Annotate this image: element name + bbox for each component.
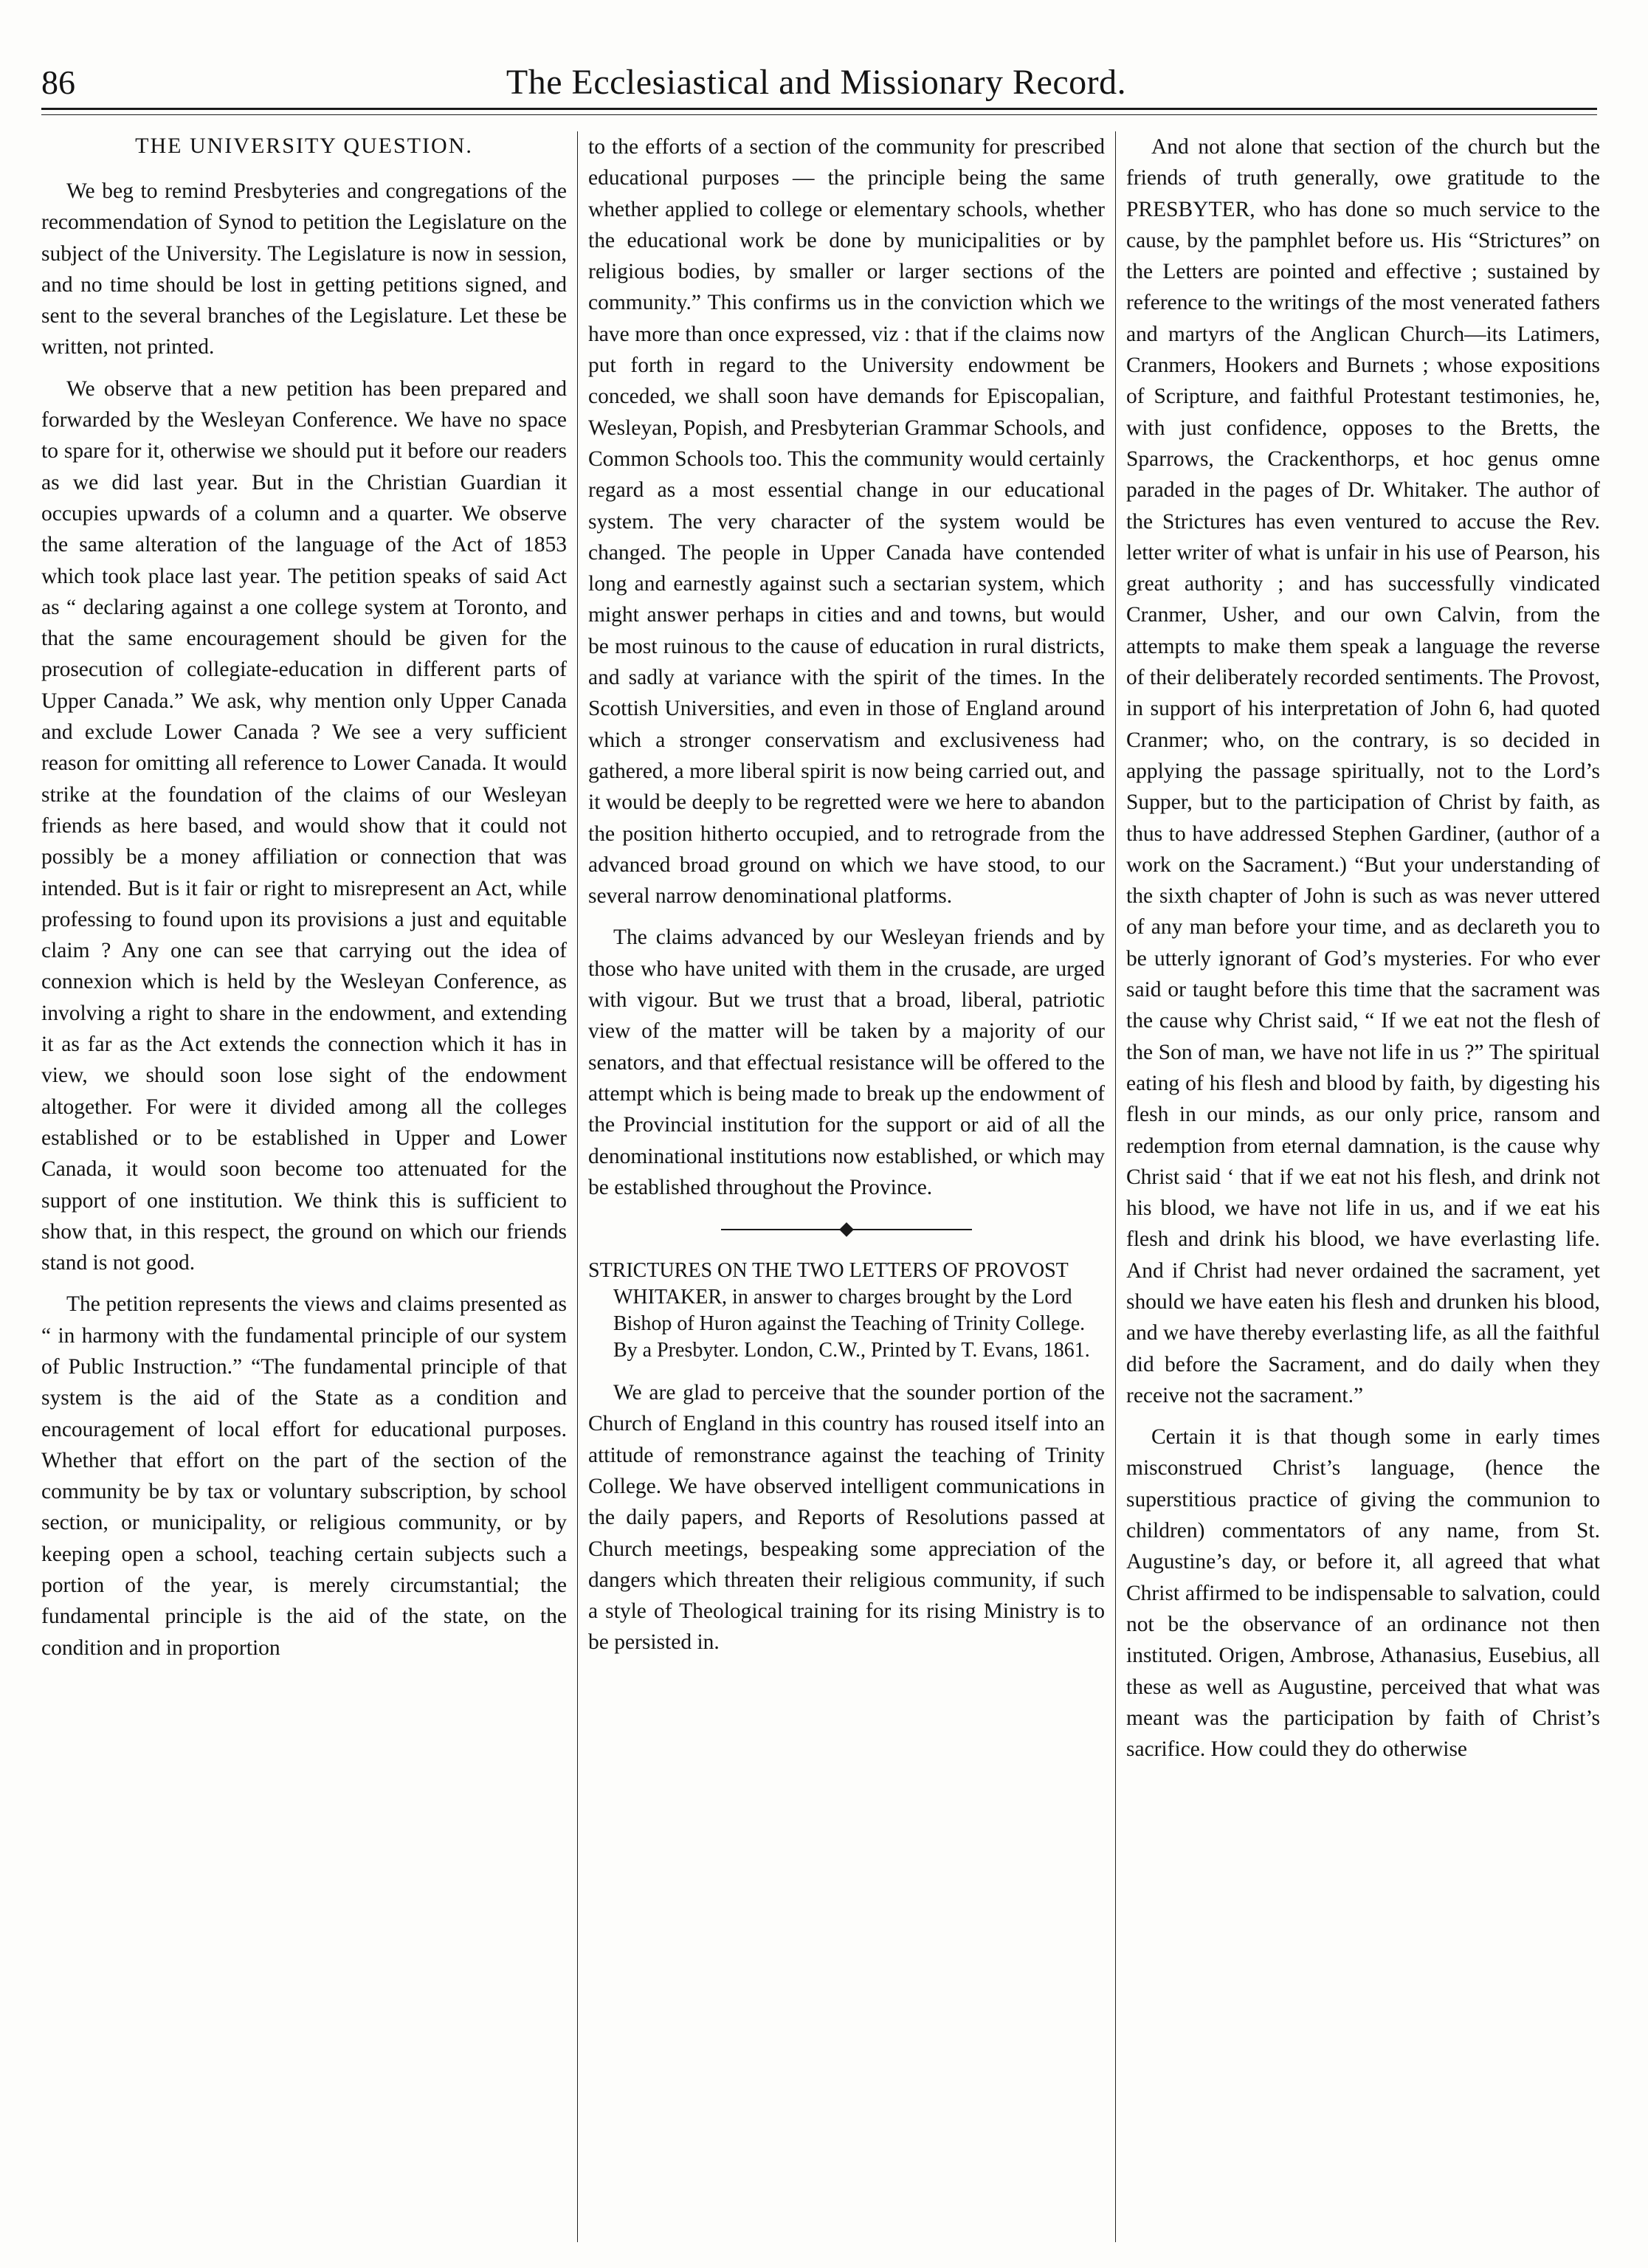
header-rule-thick bbox=[41, 108, 1597, 110]
section-divider bbox=[588, 1219, 1105, 1240]
article-heading: THE UNIVERSITY QUESTION. bbox=[135, 134, 473, 158]
running-title: The Ecclesiastical and Missionary Record. bbox=[506, 63, 1127, 102]
header-rule-thin bbox=[41, 114, 1597, 115]
column-1 bbox=[41, 131, 567, 2242]
column-divider bbox=[1115, 131, 1116, 2242]
paragraph: We are glad to perceive that the sounder portion of the Church of England in this country has roused itself into an attitude of remonstrance against the teaching of Trinity College. We have observed intelligent communications in the daily papers, and Reports of Resolutions passed at Church meetings, bespeaking some appreciation of the dangers which threaten their religious community, if such a style of Theological training for its rising Ministry is to be persisted in. bbox=[588, 1381, 1105, 1655]
paragraph: Certain it is that though some in early times misconstrued Christ’s language, (hence the superstitious practice of giving the communion to children) commentators of any name, from St. Augustine’s day, or before it, all agreed that what Christ affirmed to be indispensable to salvation, could not be the observance of an ordinance not then instituted. Origen, Ambrose, Athanasius, Eusebius, all these as well as Augustine, perceived that what was meant was the participation by faith of Christ’s sacrifice. How could they do otherwise bbox=[1126, 1425, 1600, 1762]
paragraph: We beg to remind Presbyteries and congregations of the recommendation of Synod to petition the Legislature on the subject of the University. The Legislature is now in session, and no time should be lost in getting petitions signed, and sent to the several branches of the Legislature. Let these be written, not printed. bbox=[41, 179, 567, 359]
paragraph: The petition represents the views and claims presented as “ in harmony with the fundamental principle of our system of Public Instruction.” “The fundamental principle of that system is the aid of the State as a condition and encouragement of local effort for educational purposes. Whether that effort on the part of the section of the community be by tax or voluntary subscription, by school section, or municipality, or religious community, or by keeping open a school, teaching certain subjects such a portion of the year, is merely circumstantial; the fundamental principle is the aid of the state, on the condition and in proportion bbox=[41, 1292, 567, 1660]
diamond-ornament-icon bbox=[839, 1222, 854, 1237]
paragraph: to the efforts of a section of the community for prescribed educational purposes — the principle being the same whether applied to college or elementary schools, whether the educational work be done by municipalities or by religious bodies, by smaller or larger sections of the community.” This confirms us in the conviction which we have more than once expressed, viz : that if the claims now put forth in regard to the University endowment be conceded, we shall soon have demands for Episcopalian, Wesleyan, Popish, and Presbyterian Grammar Schools, and Common Schools too. This the community would certainly regard as a most essential change in our educational system. The very character of the system would be changed. The people in Upper Canada have contended long and earnestly against such a sectarian system, which might answer perhaps in cities and and towns, but would be most ruinous to the cause of education in rural districts, and sadly at variance with the spirit of the times. In the Scottish Universities, and even in those of England around which a stronger conservatism and exclusiveness had gathered, a more liberal spirit is now being carried out, and it would be deeply to be regretted were we here to abandon the position hitherto occupied, and to retrograde from the advanced broad ground on which we have stood, to our several narrow denominational platforms. bbox=[588, 135, 1105, 909]
review-heading: STRICTURES ON THE TWO LETTERS OF PROVOST WHITAKER, in answer to charges brought by the Lord Bishop of Huron against the Teaching of Trinity College. By a Presbyter. London, C.W., Printed by T. Evans, 1861. bbox=[588, 1259, 1090, 1362]
column-divider bbox=[577, 131, 578, 2242]
paragraph: We observe that a new petition has been prepared and forwarded by the Wesleyan Conference. We have no space to spare for it, otherwise we should put it before our readers as we did last year. But in the Christian Guardian it occupies upwards of a column and a quarter. We observe the same alteration of the language of the Act of 1853 which took place last year. The petition speaks of said Act as “ declaring against a one college system at Toronto, and that the same encouragement should be given for the prosecution of collegiate-education in different parts of Upper Canada.” We ask, why mention only Upper Canada and exclude Lower Canada ? We see a very sufficient reason for omitting all reference to Lower Canada. It would strike at the foundation of the claims of our Wesleyan friends as here based, and would show that it could not possibly be a money affiliation or connection that was intended. But is it fair or right to misrepresent an Act, while professing to found upon its provisions a just and equitable claim ? Any one can see that carrying out the idea of connexion which is held by the Wesleyan Conference, as involving a right to share in the endowment, and extending it as far as the Act extends the connection which it has in view, we should soon lose sight of the endowment altogether. For were it divided among all the colleges established or to be established in Upper and Lower Canada, it would soon become too attenuated for the support of one institution. We think this is sufficient to show that, in this respect, the ground on which our friends stand is not good. bbox=[41, 376, 567, 1275]
column-3 bbox=[1126, 131, 1600, 2242]
page-number: 86 bbox=[41, 63, 75, 101]
column-2 bbox=[588, 131, 1105, 2242]
paragraph: The claims advanced by our Wesleyan friends and by those who have united with them in the crusade, are urged with vigour. But we trust that a broad, liberal, patriotic view of the matter will be taken by a majority of our senators, and that effectual resistance will be offered to the attempt which is being made to break up the endowment of the Provincial institution for the support or aid of all the denominational institutions now established, or which may be established throughout the Province. bbox=[588, 926, 1105, 1199]
paragraph: And not alone that section of the church but the friends of truth generally, owe gratitude to the PRESBYTER, who has done so much service to the cause, by the pamphlet before us. His “Strictures” on the Letters are pointed and effective ; sustained by reference to the writings of the most venerated fathers and martyrs of the Anglican Church—its Latimers, Cranmers, Hookers and Burnets ; whose expositions of Scripture, and faithful Protestant testimonies, he, with just confidence, opposes to the Bretts, the Sparrows, the Crackenthorps, et hoc genus omne paraded in the pages of Dr. Whitaker. The author of the Strictures has even ventured to accuse the Rev. letter writer of what is unfair in his use of Pearson, his great authority ; and has successfully vindicated Cranmer, Usher, and our own Calvin, from the attempts to make them speak a language the reverse of their deliberately recorded sentiments. The Provost, in support of his interpretation of John 6, had quoted Cranmer; who, on the contrary, is so decided in applying the passage spiritually, not to the Lord’s Supper, but to the participation of Christ by faith, as thus to have addressed Stephen Gardiner, (author of a work on the Sacrament.) “But your understanding of the sixth chapter of John is such as was never uttered of any man before your time, and as declareth you to be utterly ignorant of God’s mysteries. For who ever said or taught before this time that the sacrament was the cause why Christ said, “ If we eat not the flesh of the Son of man, we have not life in us ?” The spiritual eating of his flesh and blood by faith, by digesting his flesh in our minds, as our only price, ransom and redemption from eternal damnation, is the cause why Christ said ‘ that if we eat not his flesh, and drink not his blood, we have not life in us, and if we eat his flesh and drink his blood, we have everlasting life. And if Christ had never ordained the sacrament, yet should we have eaten his flesh and drunken his blood, and we have thereby everlasting life, as all the faithful did before the Sacrament, and do daily when they receive not the sacrament.” bbox=[1126, 135, 1600, 1407]
page-header bbox=[41, 61, 1591, 105]
